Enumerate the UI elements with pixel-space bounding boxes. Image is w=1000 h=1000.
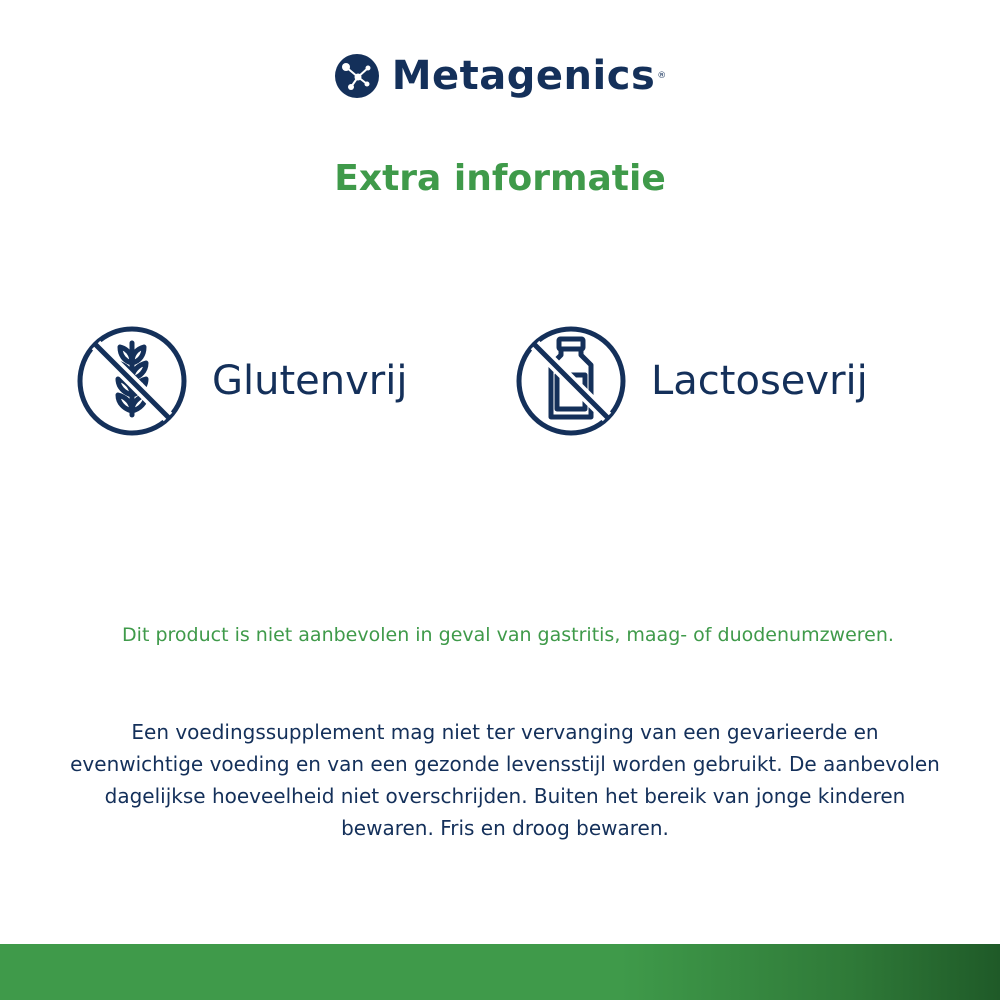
no-wheat-icon: [74, 323, 190, 439]
no-milk-bottle-icon: [513, 323, 629, 439]
lactose-free-badge: [513, 323, 868, 439]
lactose-free-label: Lactosevrij: [651, 358, 868, 404]
supplement-disclaimer: Een voedingssupplement mag niet ter vervanging van een gevarieerde en evenwichtige voeding en van een gezonde levensstijl worden gebruikt. De aanbevolen dagelijkse hoeveelheid niet overschrijden. Buiten het bereik van jonge kinderen bewaren. Fris en droog bewaren.: [70, 720, 940, 840]
health-warning: Dit product is niet aanbevolen in geval van gastritis, maag- of duodenumzweren.: [122, 624, 894, 646]
page-title: Extra informatie: [334, 158, 666, 199]
footer-bar: [0, 944, 1000, 1000]
brand-logo: [0, 48, 1000, 104]
molecule-globe-icon: [334, 53, 380, 99]
registered-mark: ®: [657, 71, 667, 81]
brand-name: Metagenics: [391, 53, 656, 99]
gluten-free-label: Glutenvrij: [212, 358, 408, 404]
gluten-free-badge: [74, 323, 407, 439]
